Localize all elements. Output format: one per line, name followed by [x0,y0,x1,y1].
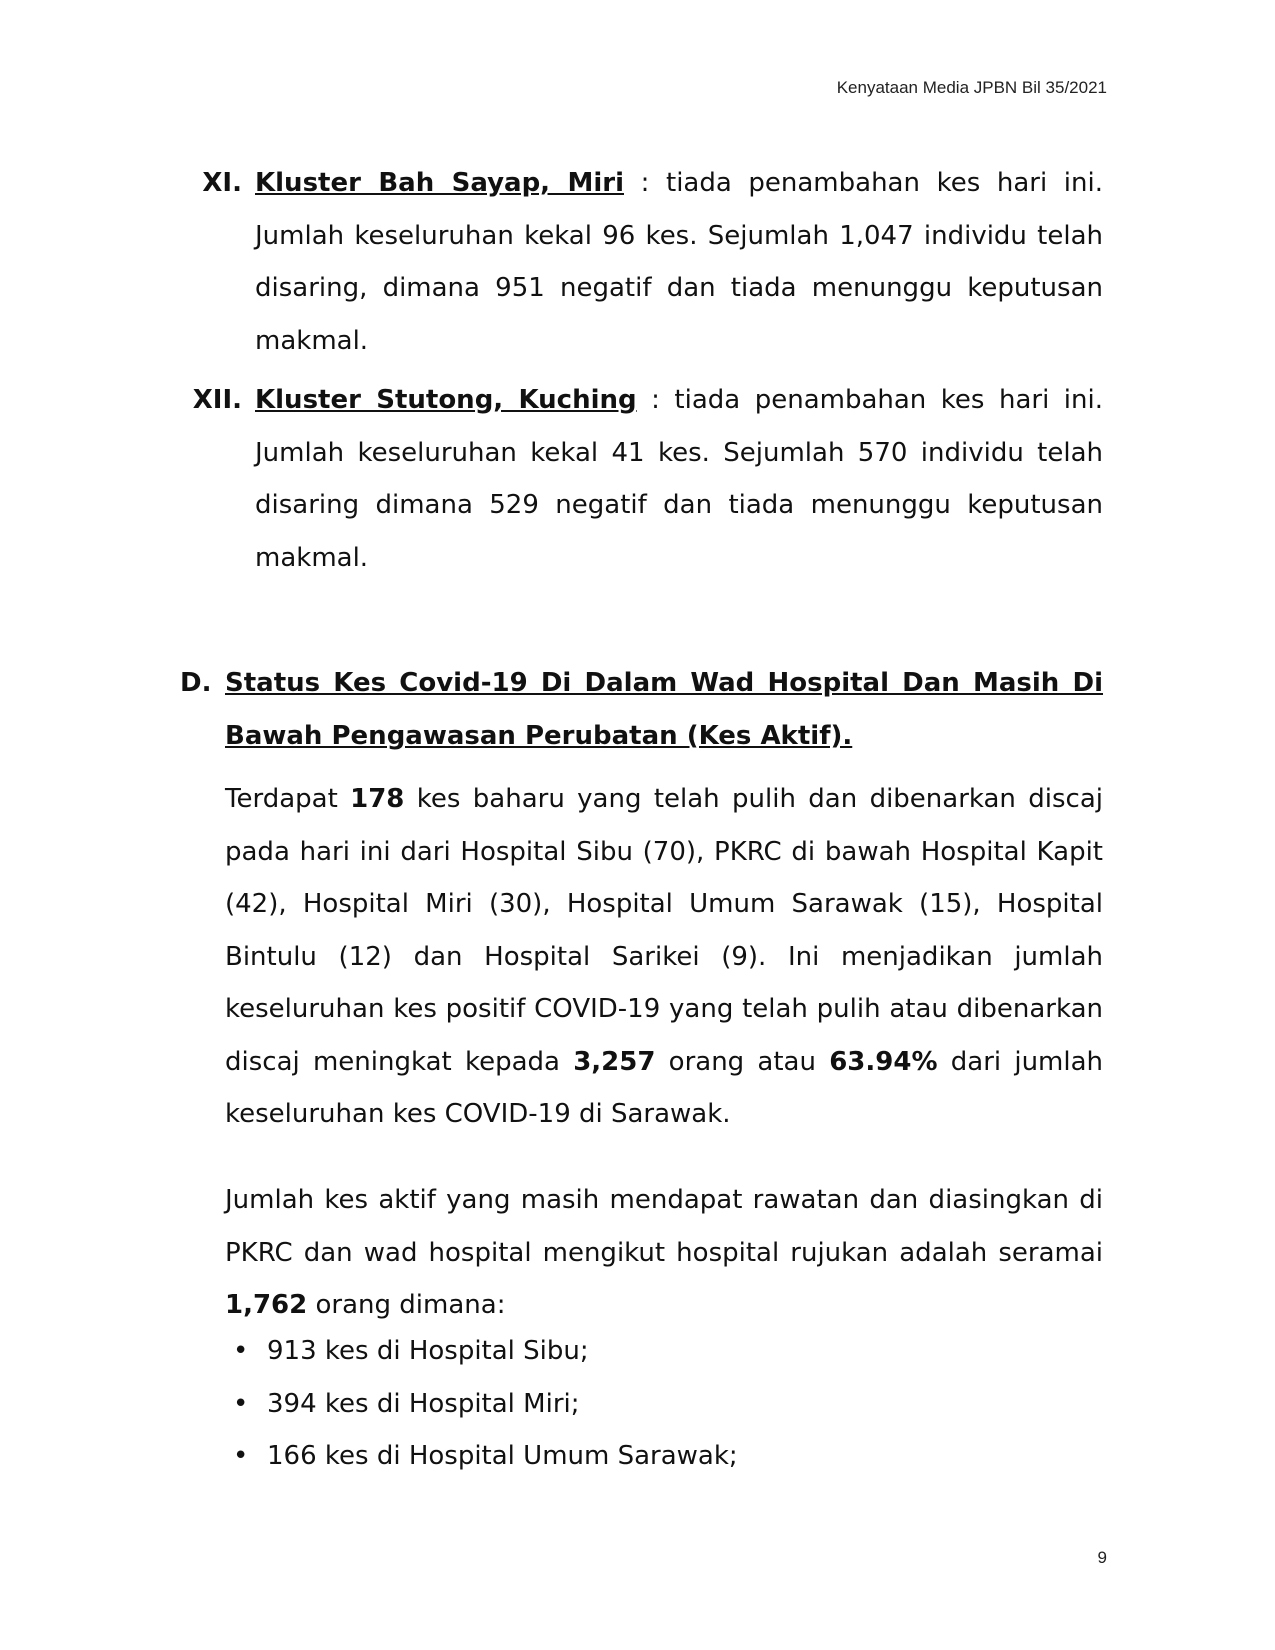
cluster-number: XI. [202,168,242,198]
section-letter: D. [180,668,212,698]
section-title: Status Kes Covid-19 Di Dalam Wad Hospital Dan Masih Di Bawah Pengawasan Perubatan (Kes Aktif). [225,668,1103,751]
text-run: orang atau [655,1046,830,1077]
list-item [225,1378,738,1431]
paragraph-recovered [225,773,1103,1141]
recovered-percentage: 63.94% [829,1046,938,1077]
page-number: 9 [1097,1548,1107,1567]
list-item [225,1430,738,1483]
document-header: Kenyataan Media JPBN Bil 35/2021 [836,78,1107,97]
paragraph-active-cases [225,1174,1103,1332]
text-run: Jumlah kes aktif yang masih mendapat rawatan dan diasingkan di PKRC dan wad hospital mengikut hospital rujukan adalah seramai [225,1185,1103,1268]
hospital-case-list [225,1325,738,1483]
list-item-text: 166 kes di Hospital Umum Sarawak; [267,1441,738,1471]
recovered-total-count: 3,257 [573,1046,656,1077]
bullet-icon: • [233,1388,249,1419]
cluster-number: XII. [192,385,242,415]
cluster-title: Kluster Bah Sayap, Miri [255,168,624,198]
text-run: orang dimana: [307,1290,506,1320]
cluster-text: : tiada penambahan kes hari ini. Jumlah keseluruhan kekal 41 kes. Sejumlah 570 individu telah disaring dimana 529 negatif dan tiada menunggu keputusan makmal. [255,385,1103,573]
cluster-item [0,157,1275,367]
bullet-icon: • [233,1336,249,1366]
bullet-icon: • [233,1441,249,1471]
cluster-body [255,374,1103,584]
active-cases-count: 1,762 [225,1290,308,1320]
text-run: Terdapat [225,784,351,814]
text-run: dari jumlah keseluruhan kes COVID-19 di Sarawak. [225,1046,1104,1129]
list-item-text: 913 kes di Hospital Sibu; [267,1336,589,1366]
cluster-body [255,157,1103,367]
list-item [225,1325,738,1378]
text-run: kes baharu yang telah pulih dan dibenarkan discaj pada hari ini dari Hospital Sibu (70), PKRC di bawah Hospital Kapit (42), Hospital Miri (30), Hospital Umum Sarawak (15), Hospital Bintulu (12) dan Hospital Sarikei (9). Ini menjadikan jumlah keseluruhan kes positif COVID-19 yang telah pulih atau dibenarkan discaj meningkat kepada [225,784,1103,1077]
cluster-title: Kluster Stutong, Kuching [255,385,637,415]
recovered-today-count: 178 [350,784,405,814]
cluster-item [0,374,1275,584]
list-item-text: 394 kes di Hospital Miri; [267,1388,580,1419]
cluster-text: : tiada penambahan kes hari ini. Jumlah keseluruhan kekal 96 kes. Sejumlah 1,047 individu telah disaring, dimana 951 negatif dan tiada menunggu keputusan makmal. [255,168,1104,356]
